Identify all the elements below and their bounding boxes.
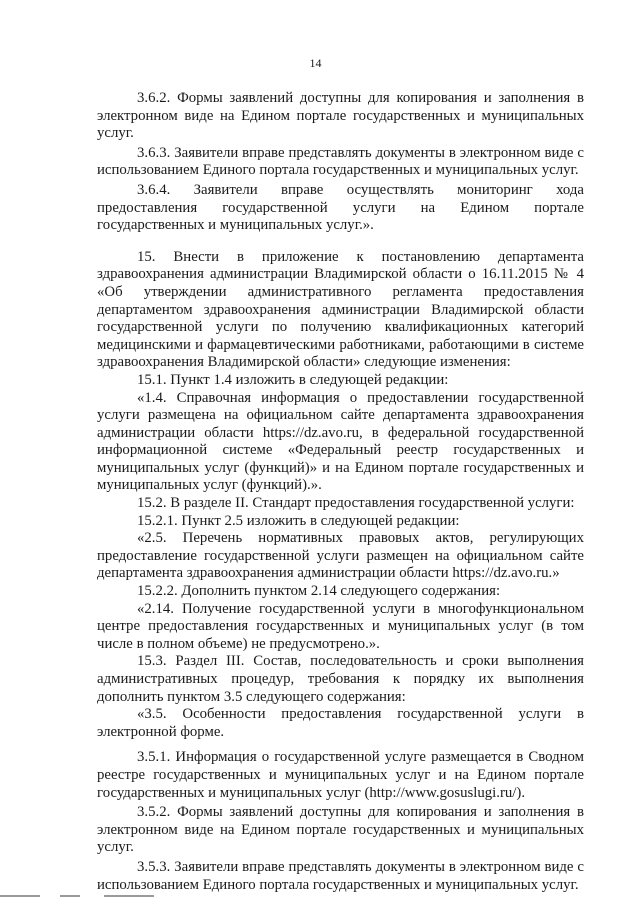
paragraph-15-2-1: 15.2.1. Пункт 2.5 изложить в следующей редакции: [137,512,460,529]
paragraph-2-14: «2.14. Получение государственной услуги в многофункциональном центре предоставления государственных и муниципальных услуг (в том числе в полном объеме) не предусмотрено.». [97,600,584,652]
scan-mark [104,895,154,897]
scan-footer-marks [0,893,200,899]
paragraph-15-3: 15.3. Раздел III. Состав, последовательность и сроки выполнения административных процедур, требования к порядку их выполнения дополнить пунктом 3.5 следующего содержания: [97,653,584,705]
scan-mark [0,895,40,897]
paragraph-15: 15. Внести в приложение к постановлению департамента здравоохранения администрации Владимирской области о 16.11.2015 № 4 «Об утверждении административного регламента предоставления департаментом здравоохранения администрации Владимирской области государственной услуги по получению квалификационных категорий медицинскими и фармацевтическими работниками, работающими в системе здравоохранения Владимирской области» следующие изменения: [97,248,584,371]
paragraph-3-5-3: 3.5.3. Заявители вправе представлять документы в электронном виде с использованием Единого портала государственных и муниципальных услуг. [97,858,584,893]
paragraph-3-5-2: 3.5.2. Формы заявлений доступны для копирования и заполнения в электронном виде на Едином портале государственных и муниципальных услуг. [97,804,584,856]
paragraph-15-2: 15.2. В разделе II. Стандарт предоставления государственной услуги: [137,495,575,512]
paragraph-3-6-3: 3.6.3. Заявители вправе представлять документы в электронном виде с использованием Единого портала государственных и муниципальных услуг. [97,144,584,179]
page-number: 14 [309,56,322,70]
paragraph-3-5: «3.5. Особенности предоставления государственной услуги в электронной форме. [97,706,584,740]
scan-mark [60,895,80,897]
paragraph-15-1: 15.1. Пункт 1.4 изложить в следующей редакции: [137,371,449,388]
paragraph-2-5: «2.5. Перечень нормативных правовых актов, регулирующих предоставление государственной услуги размещен на официальном сайте департамента здравоохранения администрации области https://dz.avo.ru.» [97,530,584,582]
paragraph-1-4: «1.4. Справочная информация о предоставлении государственной услуги размещена на официальном сайте департамента здравоохранения администрации области https://dz.avo.ru, в федеральной государственной информационной системе «Федеральный реестр государственных и муниципальных услуг (функций)» и на Едином портале государственных и муниципальных услуг (функций).». [97,389,584,494]
paragraph-3-6-2: 3.6.2. Формы заявлений доступны для копирования и заполнения в электронном виде на Едином портале государственных и муниципальных услуг. [97,90,584,142]
document-body [97,90,584,894]
paragraph-3-5-1: 3.5.1. Информация о государственной услуге размещается в Сводном реестре государственных и муниципальных услуг и на Едином портале государственных и муниципальных услуг (http://www.gosuslugi.ru/). [97,749,584,801]
paragraph-3-6-4: 3.6.4. Заявители вправе осуществлять мониторинг хода предоставления государственной услуги на Едином портале государственных и муниципальных услуг.». [97,181,584,234]
paragraph-15-2-2: 15.2.2. Дополнить пунктом 2.14 следующего содержания: [137,583,501,600]
